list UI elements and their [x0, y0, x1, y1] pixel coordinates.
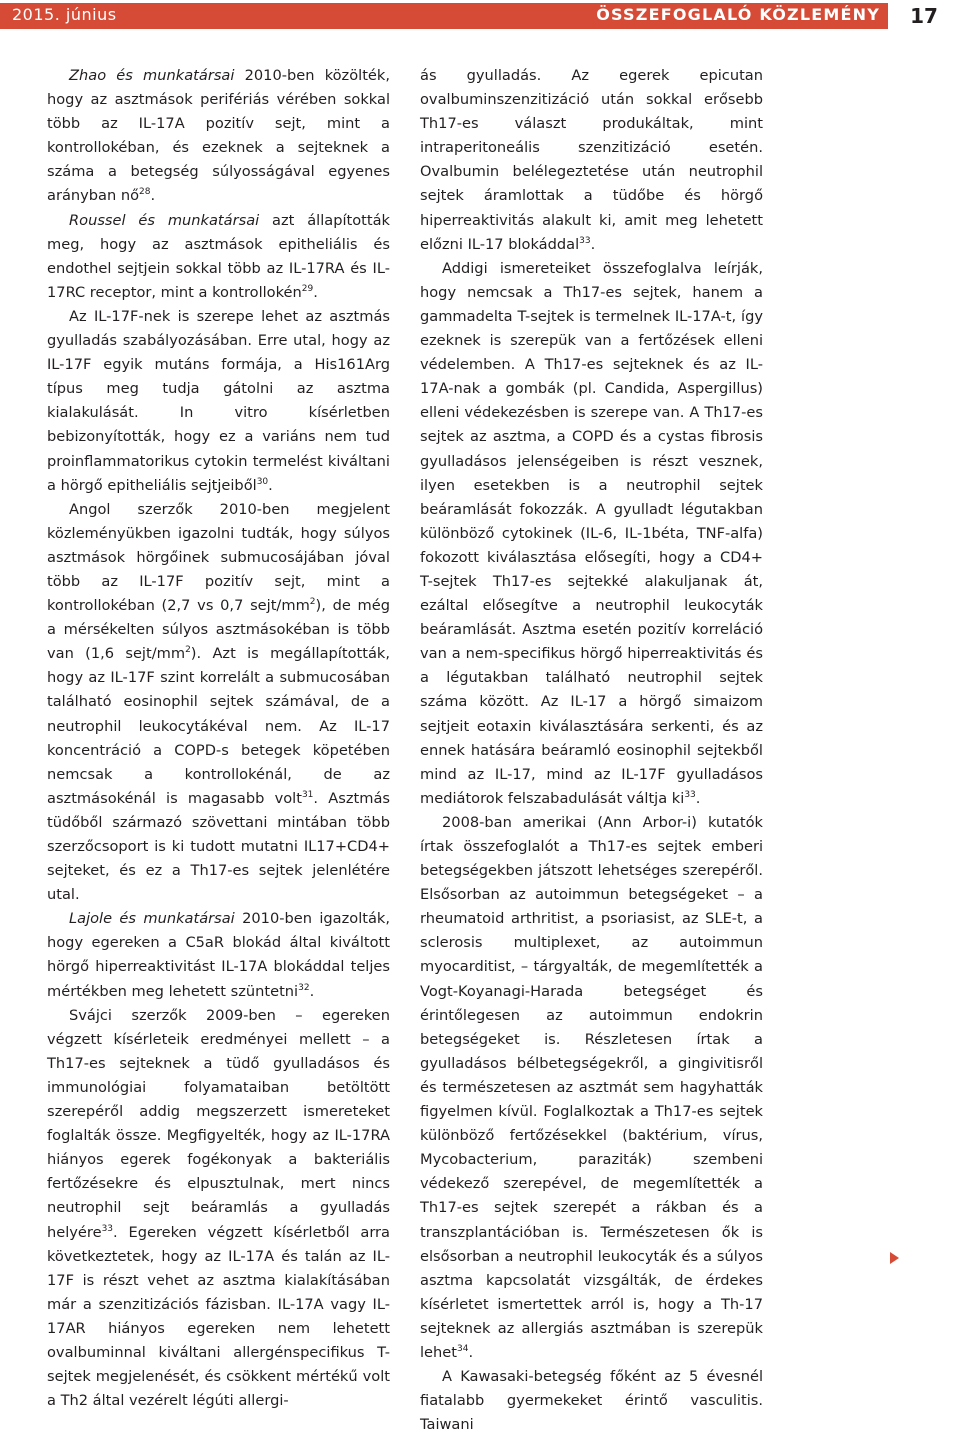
citation: 33 [101, 1223, 114, 1234]
paragraph: Roussel és munkatársai azt állapították meg, hogy az asztmások epitheliális és endothel sejtjein sokkal több az IL-17RA és IL-17RC receptor, mint a kontrollokén$^{29}$. [47, 211, 391, 301]
author-names: Zhao és munkatársai [69, 67, 235, 84]
paragraph: Zhao és munkatársai 2010-ben közölték, hogy az asztmások perifériás vérében sokkal több az IL-17A pozitív sejt, mint a kontrollokéban, és ezeknek a sejteknek a száma a betegség súlyosságával egyenes arányban $nő^{28}$. [47, 67, 390, 205]
left-column [47, 64, 390, 1413]
paragraph: 2008-ban amerikai (Ann Arbor-i) kutatók írtak összefoglalót a Th17-es sejtek emberi betegségekben játszott lehetséges szerepéről. Elsősorban az autoimmun betegségeket – a rheumatoid arthritist, a psoriasist, az SLE-t, a sclerosis multiplexet, az autoimmun myocarditist, – tárgyalták, de megemlítették a Vogt-Koyanagi-Harada betegséget és érintőlegesen az autoimmun endokrin betegségeket is. Részletesen írtak a gyulladásos bélbetegségekről, a gingivitisről és természetesen az asztmát sem hagyhatták figyelmen kívül. Foglalkoztak a Th17-es sejtek különböző fertőzésekkel (baktérium, vírus, Mycobacterium, paraziták) szembeni védekező szerepével, de megemlítették a Th17-es sejtek szerepét a rákban és a transzplantációban is. Természetesen ők is elsősorban a neutrophil leukocyták és a súlyos asztma kapcsolatát vizsgálták, de érdekes kísérletet ismertettek arról is, hogy a Th-17 sejteknek az allergiás asztmában is szerepük lehet$^{34}$. [420, 813, 763, 1361]
right-column [420, 64, 763, 1437]
citation: 34 [456, 1343, 469, 1354]
citation: 33 [579, 235, 591, 246]
author-names: Lajole és munkatársai [69, 910, 235, 928]
paragraph: Svájci szerzők 2009-ben – egereken végzett kísérleteik eredményei mellett – a Th17-es sejteknek a tüdő gyulladásos és immunológiai folyamataiban betöltött szerepéről addig megszerzett ismereteket foglalták össze. Megfigyelték, hogy az IL-17RA hiányos egerek fogékonyak a bakteriális fertőzésekre és elpusztulnak, mert nincs neutrophil sejt beáramlás a gyulladás helyére$^{33}$. Egereken végzett kísérletből arra következtetek, hogy az IL-17A és talán az IL-17F is részt vehet az asztma kialakításában már a szenzitizációs fázisban. IL-17A vagy IL-17AR hiányos egereken nem lehetett ovalbuminnal kiváltani allergénspecifikus T-sejtek megjelenését, és csökkent mértékű volt a Th2 által vezérelt légúti allergi- [47, 1006, 390, 1410]
paragraph: A Kawasaki-betegség főként az 5 évesnél fiatalabb gyermekeket érintő vasculitis. Taiwani [420, 1368, 763, 1434]
continue-arrow-icon [890, 1252, 899, 1264]
paragraph: ás gyulladás. Az egerek epicutan ovalbuminszenzitizáció után sokkal erősebb Th17-es választ produkáltak, mint intraperitoneális szenzitizáció esetén. Ovalbumin belélegeztetése után neutrophil sejtek áramlottak a tüdőbe és hörgő hiperreaktivitás alakult ki, amit meg lehetett előzni IL-17 blokáddal$^{33}$. [420, 67, 763, 253]
citation: 32 [298, 982, 310, 993]
paragraph: Az IL-17F-nek is szerepe lehet az asztmás gyulladás szabályozásában. Erre utal, hogy az IL-17F egyik mutáns formája, a His161Arg típus meg tudja gátolni az asztma kialakulását. In vitro kísérletben bebizonyították, hogy ez a variáns nem tud proinflammatorikus cytokin termelést kiváltani a hörgő epitheliális sejtjeiből$^{30}$. [47, 307, 390, 494]
page-number: 17 [910, 4, 938, 28]
paragraph: Lajole és munkatársai 2010-ben igazolták, hogy egereken a C5aR blokád által kiváltott hörgő hiperreaktivitást IL-17A blokáddal teljes mértékben meg lehetett szüntetni$^{32}$. [47, 910, 390, 1000]
paragraph: Addigi ismereteiket összefoglalva leírják, hogy nemcsak a Th17-es sejtek, hanem a gammadelta T-sejtek is termelnek IL-17A-t, így ezeknek is szerepük van a fertőzések elleni védelemben. A Th17-es sejteknek és az IL-17A-nak a gombák (pl. Candida, Aspergillus) elleni védekezésben is szerepe van. A Th17-es sejtek az asztma, a COPD és a cystas fibrosis gyulladásos jelenségeiben is részt vesznek, ilyen esetekben is a neutrophil sejtek beáramlását fokozzák. A gyulladt légutakban különböző cytokinek (IL-6, IL-1béta, TNF-alfa) fokozott kiválasztása elősegíti, hogy a CD4+ T-sejtek Th17-es sejtekké alakuljanak át, ezáltal elősegítve a neutrophil leukocyták beáramlását. Asztma esetén pozitív korreláció van a nem-specifikus hörgő hiperreaktivitás és a légutakban található neutrophil sejtek száma között. Az IL-17 a hörgő simaizom sejtjeit eotaxin kiválasztására serkenti, és az ennek hatására beáramló eosinophil sejtekből mind az IL-17, mind az IL-17F gyulladásos mediátorok felszabadulását váltja $ki^{33}$. [420, 259, 763, 807]
author-names: Roussel és munkatársai [69, 211, 260, 229]
citation: 29 [301, 283, 314, 294]
issue-date: 2015. június [12, 5, 117, 24]
section-title: ÖSSZEFOGLALÓ KÖZLEMÉNY [596, 5, 880, 24]
paragraph: Angol szerzők 2010-ben megjelent közleményükben igazolni tudták, hogy súlyos asztmások hörgőinek submucosájában jóval több az IL-17F pozitív sejt, mint a kontrollokéban (2,7 vs 0,7 sejt/$mm^2$), de még a mérsékelten súlyos asztmásokéban is több van (1,6 sejt/$mm^2$). Azt is megállapították, hogy az IL-17F szint korrelált a submucosában található eosinophil sejtek számával, de a neutrophil leukocytákéval nem. Az IL-17 koncentráció a COPD-s betegek köpetében nemcsak a kontrollokénál, de az asztmásokénál is magasabb volt$^{31}$. Asztmás tüdőből származó szövettani mintában több szerzőcsoport is ki tudott mutatni IL17+CD4+ sejteket, és ez a Th17-es sejtek jelenlétére utal. [47, 500, 390, 904]
citation: 33 [684, 789, 696, 800]
citation: 30 [256, 476, 269, 487]
citation: 31 [301, 789, 314, 800]
page-header [0, 0, 960, 32]
citation: 28 [139, 187, 151, 198]
